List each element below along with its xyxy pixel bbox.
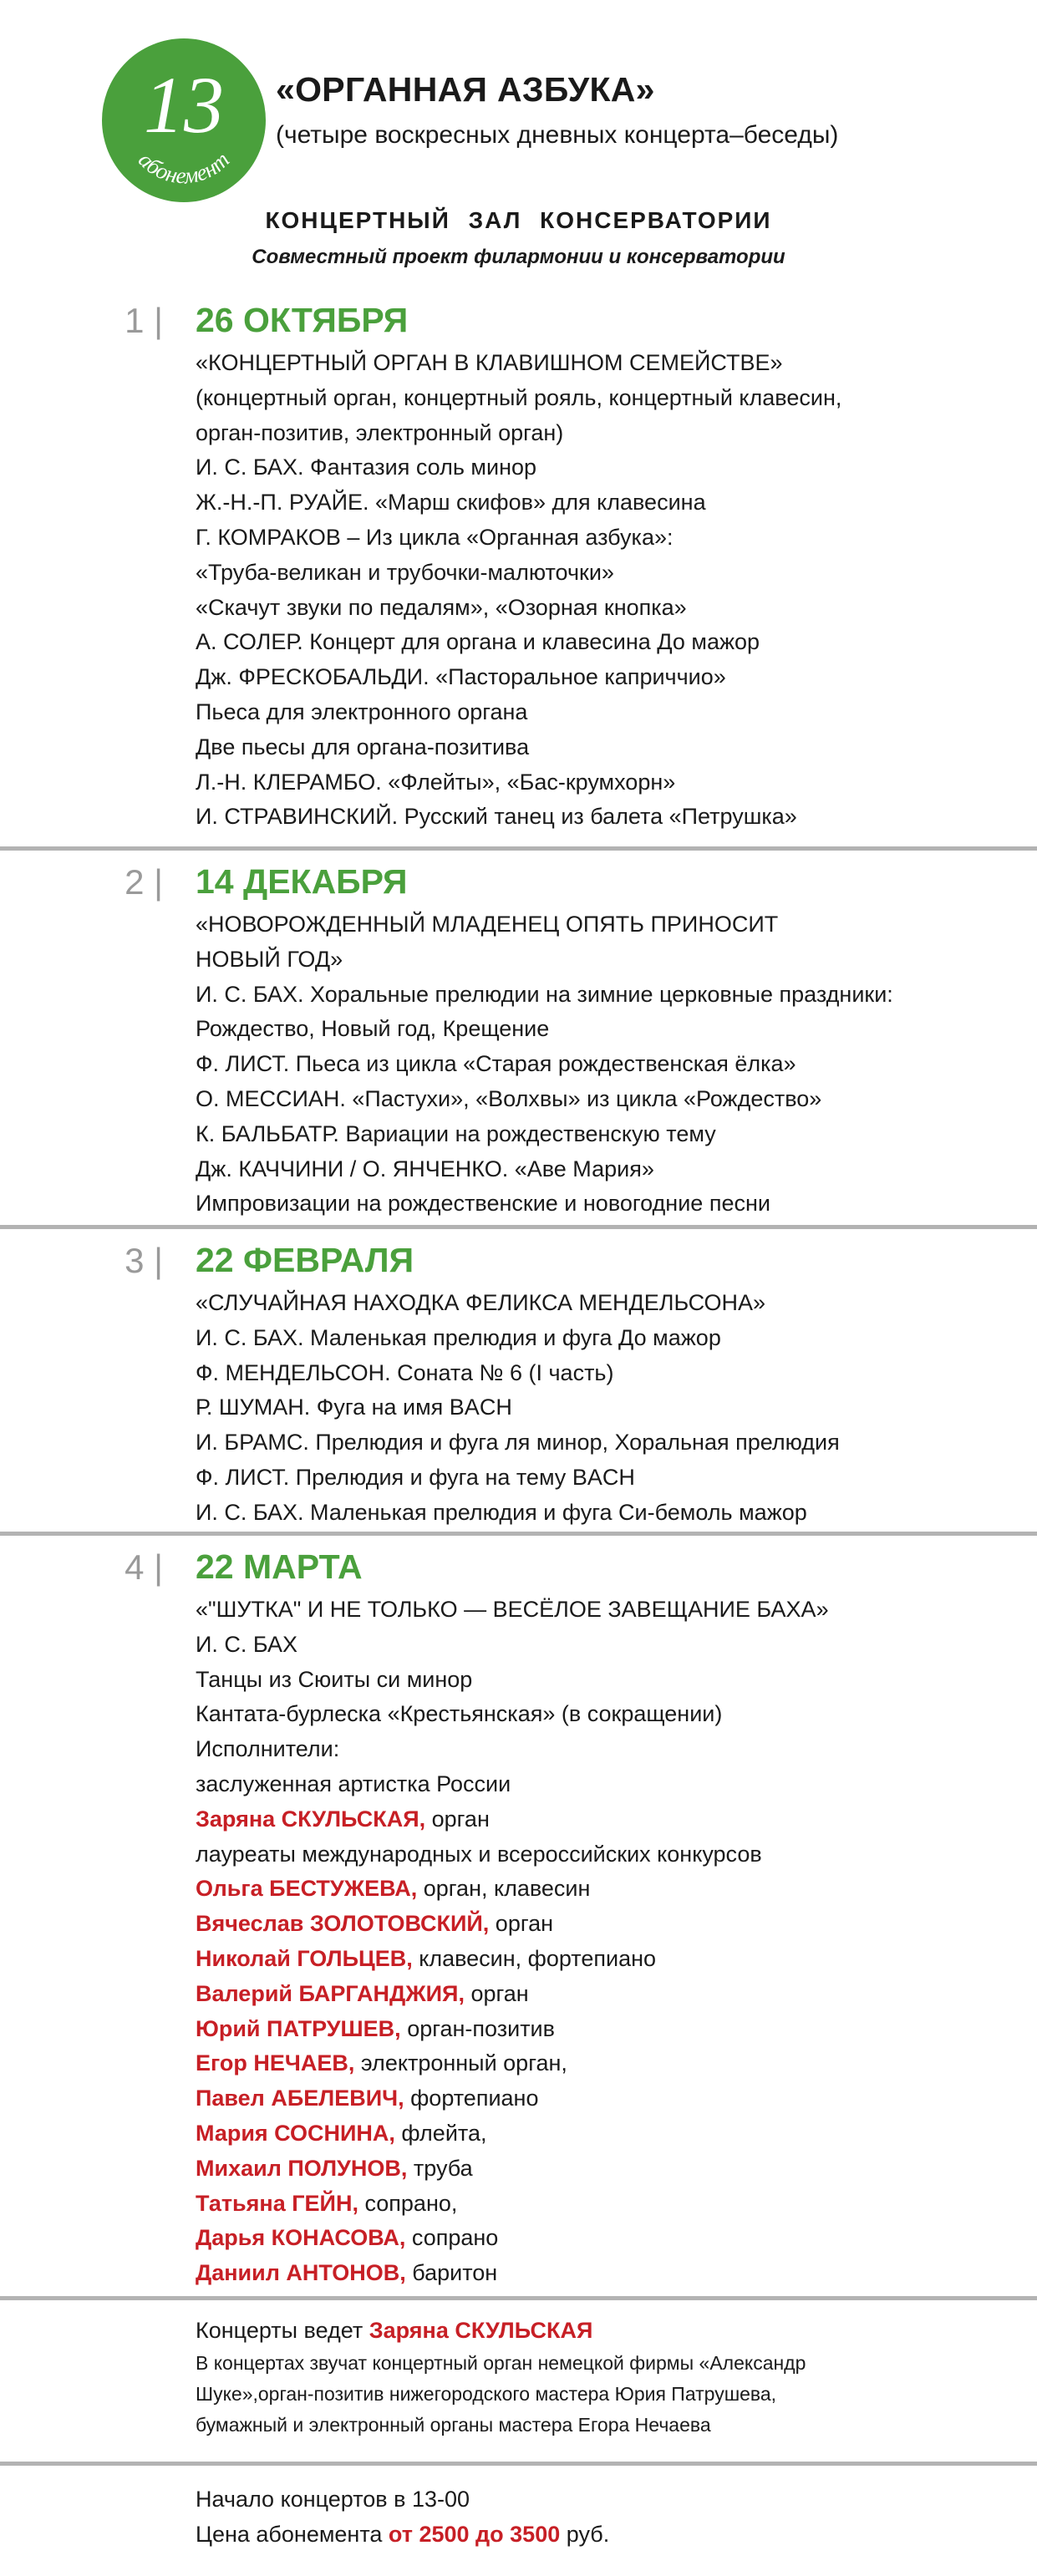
program-line: И. С. БАХ xyxy=(196,1631,298,1657)
performer-line xyxy=(196,2046,1023,2081)
program-line: И. БРАМС. Прелюдия и фуга ля минор, Хоральная прелюдия xyxy=(196,1430,840,1456)
organs-note-line: В концертах звучат концертный орган немецкой фирмы «Александр xyxy=(196,2352,806,2374)
host-prefix: Концерты ведет xyxy=(196,2318,369,2343)
program-line: Импровизации на рождественские и новогодние песни xyxy=(196,1191,770,1217)
performer-line xyxy=(196,1977,1023,2012)
program-line: А. СОЛЕР. Концерт для органа и клавесина До мажор xyxy=(196,629,760,655)
program-line: Ж.-Н.-П. РУАЙЕ. «Марш скифов» для клавесина xyxy=(196,490,706,516)
program-line: Пьеса для электронного органа xyxy=(196,699,528,724)
performer-name: Егор НЕЧАЕВ, xyxy=(196,2050,355,2076)
performer-line xyxy=(196,1907,1023,1942)
venue-heading: КОНЦЕРТНЫЙ ЗАЛ КОНСЕРВАТОРИИ xyxy=(265,207,772,233)
performer-name: Татьяна ГЕЙН, xyxy=(196,2190,358,2216)
concert-date: 22 ФЕВРАЛЯ xyxy=(196,1241,414,1279)
performer-name: Валерий БАРГАНДЖИЯ, xyxy=(196,1980,465,2006)
program-list xyxy=(196,1286,1023,1531)
program-list xyxy=(196,346,1023,835)
price-prefix: Цена абонемента xyxy=(196,2522,389,2547)
ticket-info xyxy=(196,2482,1023,2552)
program-list xyxy=(196,907,1023,1222)
performer-role: орган xyxy=(425,1806,490,1832)
concert-number: 2 | xyxy=(125,862,163,902)
concert-date: 22 МАРТА xyxy=(196,1547,363,1586)
concert-number: 3 | xyxy=(125,1241,163,1280)
performer-role: орган xyxy=(489,1911,554,1937)
program-line: Две пьесы для органа-позитива xyxy=(196,734,530,760)
performer-name: Заряна СКУЛЬСКАЯ, xyxy=(196,1806,426,1832)
performer-line xyxy=(196,2152,1023,2187)
performer-role: орган-позитив xyxy=(400,2015,555,2041)
page-title: «ОРГАННАЯ АЗБУКА» xyxy=(276,70,655,109)
program-line: орган-позитив, электронный орган) xyxy=(196,419,564,445)
performer-role: баритон xyxy=(405,2260,498,2286)
program-line: И. С. БАХ. Маленькая прелюдия и фуга Си-бемоль мажор xyxy=(196,1499,807,1525)
laureates-line: лауреаты международных и всероссийских конкурсов xyxy=(196,1841,762,1867)
section-divider xyxy=(0,1225,1037,1229)
performer-role: сопрано xyxy=(405,2225,499,2251)
performer-role: орган xyxy=(464,1980,529,2006)
performer-role: флейта, xyxy=(394,2120,487,2146)
performer-line xyxy=(196,1872,1023,1907)
performer-name: Павел АБЕЛЕВИЧ, xyxy=(196,2086,404,2111)
program-line: И. СТРАВИНСКИЙ. Русский танец из балета «Петрушка» xyxy=(196,804,797,830)
joint-project-note: Совместный проект филармонии и консерватории xyxy=(252,246,785,268)
section-divider xyxy=(0,846,1037,851)
program-line: Ф. ЛИСТ. Прелюдия и фуга на тему BACH xyxy=(196,1464,635,1490)
performer-line xyxy=(196,2012,1023,2047)
page-subtitle: (четыре воскресных дневных концерта–беседы) xyxy=(276,121,839,149)
performer-role: электронный орган, xyxy=(354,2050,567,2076)
program-line: К. БАЛЬБАТР. Вариации на рождественскую тему xyxy=(196,1120,716,1146)
performer-line xyxy=(196,2081,1023,2116)
performer-name: Николай ГОЛЬЦЕВ, xyxy=(196,1945,413,1971)
program-line: Дж. ФРЕСКОБАЛЬДИ. «Пасторальное каприччио» xyxy=(196,664,726,690)
concert-date: 26 ОКТЯБРЯ xyxy=(196,301,409,339)
performer-line xyxy=(196,1802,1023,1837)
logo-word: абонемент xyxy=(133,146,235,189)
program-line: И. С. БАХ. Маленькая прелюдия и фуга До мажор xyxy=(196,1324,721,1350)
performer-role: клавесин, фортепиано xyxy=(412,1945,657,1971)
performer-line xyxy=(196,2116,1023,2152)
performer-name: Даниил АНТОНОВ, xyxy=(196,2260,406,2286)
price-suffix: руб. xyxy=(560,2522,610,2547)
subscription-logo xyxy=(102,38,266,202)
section-divider xyxy=(0,1532,1037,1536)
program-line: Ф. ЛИСТ. Пьеса из цикла «Старая рождественская ёлка» xyxy=(196,1051,796,1077)
performer-role: фортепиано xyxy=(404,2086,539,2111)
host-note xyxy=(196,2313,1023,2441)
subscription-logo-graphic xyxy=(102,38,266,202)
section-divider xyxy=(0,2462,1037,2466)
performer-role: орган, клавесин xyxy=(417,1876,591,1902)
concert-number: 1 | xyxy=(125,301,163,340)
section-divider xyxy=(0,2296,1037,2300)
program-line: О. МЕССИАН. «Пастухи», «Волхвы» из цикла «Рождество» xyxy=(196,1085,822,1111)
program-line: Исполнители: xyxy=(196,1736,340,1762)
concert-date: 14 ДЕКАБРЯ xyxy=(196,862,408,901)
performer-line xyxy=(196,2256,1023,2291)
program-line: НОВЫЙ ГОД» xyxy=(196,946,343,972)
program-line: (концертный орган, концертный рояль, концертный клавесин, xyxy=(196,384,842,410)
program-line: Рождество, Новый год, Крещение xyxy=(196,1016,550,1042)
program-line: Кантата-бурлеска «Крестьянская» (в сокращении) xyxy=(196,1701,723,1727)
organs-note-line: бумажный и электронный органы мастера Егора Нечаева xyxy=(196,2414,711,2436)
program-line: «СЛУЧАЙНАЯ НАХОДКА ФЕЛИКСА МЕНДЕЛЬСОНА» xyxy=(196,1290,766,1315)
program-line: И. С. БАХ. Хоральные прелюдии на зимние церковные праздники: xyxy=(196,981,893,1007)
program-line: «Скачут звуки по педалям», «Озорная кнопка» xyxy=(196,594,687,620)
organs-note-line: Шуке»,орган-позитив нижегородского мастера Юрия Патрушева, xyxy=(196,2383,777,2405)
performer-line xyxy=(196,2187,1023,2222)
performer-line xyxy=(196,1942,1023,1977)
program-line: Танцы из Сюиты си минор xyxy=(196,1666,473,1692)
host-line xyxy=(196,2313,1023,2348)
performer-name: Ольга БЕСТУЖЕВА, xyxy=(196,1876,418,1902)
program-line: «"ШУТКА" И НЕ ТОЛЬКО — ВЕСЁЛОЕ ЗАВЕЩАНИЕ БАХА» xyxy=(196,1597,829,1622)
performer-name: Вячеслав ЗОЛОТОВСКИЙ, xyxy=(196,1911,490,1937)
performer-role: труба xyxy=(407,2155,473,2181)
performer-name: Михаил ПОЛУНОВ, xyxy=(196,2155,408,2181)
performer-name: Дарья КОНАСОВА, xyxy=(196,2225,406,2251)
performer-name: Юрий ПАТРУШЕВ, xyxy=(196,2015,401,2041)
program-list xyxy=(196,1593,1023,2291)
program-line: «Труба-великан и трубочки-малюточки» xyxy=(196,559,614,585)
program-line: «НОВОРОЖДЕННЫЙ МЛАДЕНЕЦ ОПЯТЬ ПРИНОСИТ xyxy=(196,912,779,937)
program-line: Дж. КАЧЧИНИ / О. ЯНЧЕНКО. «Аве Мария» xyxy=(196,1156,654,1181)
program-line: Р. ШУМАН. Фуга на имя BACH xyxy=(196,1395,512,1420)
concert-number: 4 | xyxy=(125,1547,163,1587)
performer-role: сопрано, xyxy=(358,2190,458,2216)
program-line: И. С. БАХ. Фантазия соль минор xyxy=(196,455,537,480)
price-value: от 2500 до 3500 xyxy=(388,2522,561,2547)
price-line xyxy=(196,2517,1023,2552)
performer-line xyxy=(196,2221,1023,2256)
host-name: Заряна СКУЛЬСКАЯ xyxy=(369,2318,593,2343)
program-line: заслуженная артистка России xyxy=(196,1771,511,1796)
program-line: Ф. МЕНДЕЛЬСОН. Соната № 6 (I часть) xyxy=(196,1359,614,1385)
start-time: Начало концертов в 13-00 xyxy=(196,2487,470,2512)
program-line: «КОНЦЕРТНЫЙ ОРГАН В КЛАВИШНОМ СЕМЕЙСТВЕ» xyxy=(196,350,783,375)
logo-number: 13 xyxy=(144,60,224,150)
performer-name: Мария СОСНИНА, xyxy=(196,2120,395,2146)
program-line: Г. КОМРАКОВ – Из цикла «Органная азбука»: xyxy=(196,524,674,550)
program-line: Л.-Н. КЛЕРАМБО. «Флейты», «Бас-крумхорн» xyxy=(196,769,676,795)
